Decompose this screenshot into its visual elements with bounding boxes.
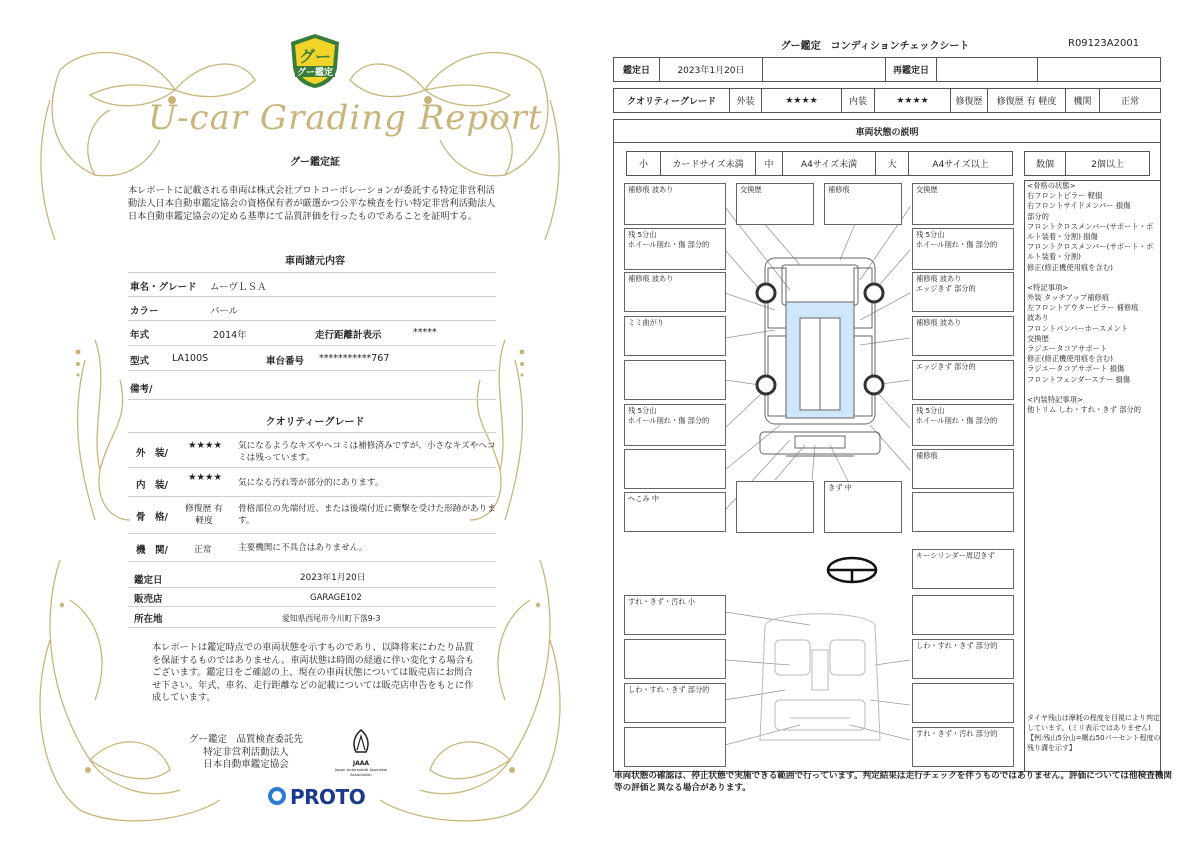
note-line: ラジエータコアサポート bbox=[1027, 344, 1108, 354]
note-line: フロントフェンダーステー 損傷 bbox=[1027, 374, 1131, 384]
condition-check-sheet bbox=[600, 0, 1200, 848]
report-banner-title: U-car Grading Report bbox=[148, 98, 543, 138]
association-block bbox=[176, 734, 316, 772]
size-medium-desc: A4サイズ未満 bbox=[782, 151, 876, 176]
note-line: 右フロントピラー 軽損 bbox=[1027, 191, 1103, 201]
annotation-box: エッジきず 部分的 bbox=[912, 360, 1014, 400]
divider bbox=[128, 296, 496, 297]
note-line: <骨格の状態> bbox=[1027, 181, 1076, 190]
annotation-box: しわ・すれ・きず 部分的 bbox=[912, 639, 1014, 679]
svg-text:グー鑑定: グー鑑定 bbox=[296, 68, 334, 78]
reappraisal-label: 再鑑定日 bbox=[885, 57, 937, 82]
exterior-label: 外装 bbox=[729, 88, 762, 113]
size-large-label: 大 bbox=[875, 151, 909, 176]
note-line: 部分的 bbox=[1027, 211, 1049, 221]
car-name-value: ムーヴＬＳＡ bbox=[210, 282, 267, 293]
annotation-box bbox=[736, 481, 814, 533]
annotation-box: 交換歴 bbox=[736, 183, 814, 225]
annotation-box: 補修痕 波あり bbox=[624, 272, 726, 312]
annotation-box: ミミ曲がり bbox=[624, 316, 726, 356]
annotation-box: すれ・きず・汚れ 部分的 bbox=[912, 727, 1014, 767]
divider bbox=[128, 496, 496, 497]
note-line: 修正(修正機使用痕を含む) bbox=[1027, 354, 1113, 364]
divider bbox=[128, 533, 496, 534]
note-line: ルト装着・分割) 損傷 bbox=[1027, 232, 1098, 242]
certificate-disclaimer: 本レポートは鑑定時点での車両状態を示すものであり、以降将来にわたり品質を保証するものではありません。車両状態は時間の経過に伴い変化する場合もございます。鑑定日をご確認の上、現在の車両状態については販売店にお問合せ下さい。年式、車名、走行距離などの記載については販売店申告をもとに作成しています。 bbox=[152, 642, 475, 703]
annotation-box: 補修痕 bbox=[912, 449, 1014, 489]
note-line: 他トリム しわ・すれ・きず 部分的 bbox=[1027, 405, 1142, 415]
note-line: ルト装着・分割) bbox=[1027, 252, 1081, 262]
report-number: R09123A2001 bbox=[1068, 38, 1140, 49]
model-code-label: 型式 bbox=[130, 356, 150, 367]
sheet-title: グー鑑定 コンディションチェックシート bbox=[780, 41, 970, 52]
size-small-label: 小 bbox=[626, 151, 661, 176]
count-value: 2個以上 bbox=[1065, 151, 1150, 176]
year-value: 2014年 bbox=[213, 330, 247, 341]
association-line: 特定非営利活動法人 bbox=[203, 746, 289, 758]
date-value: 2023年1月20日 bbox=[659, 57, 763, 82]
association-line: 日本自動車鑑定協会 bbox=[203, 759, 289, 770]
location-label: 所在地 bbox=[134, 614, 163, 625]
certificate-intro: 本レポートに記載される車両は株式会社プロトコーポレーションが委託する特定非営利活動法人日本自動車鑑定協会の資格保有者が厳選かつ公平な検査を行い特定非営利活動法人日本自動車鑑定協会の定める基準にて品質評価を行ったものであることを証明する。 bbox=[128, 185, 496, 222]
grade-exterior-value: ★★★★ bbox=[188, 440, 223, 451]
date-label: 鑑定日 bbox=[613, 57, 660, 82]
grade-engine-value: 正常 bbox=[194, 545, 212, 555]
note-line bbox=[1027, 273, 1160, 283]
size-small-desc: カードサイズ未満 bbox=[660, 151, 756, 176]
divider bbox=[128, 272, 496, 273]
interior-label: 内装 bbox=[841, 88, 875, 113]
jaaa-subtext: Japan Automobile Appraisal Association bbox=[334, 767, 388, 777]
grade-interior-desc: 気になる汚れ等が部分的にあります。 bbox=[238, 478, 384, 488]
annotation-box: すれ・きず・汚れ 小 bbox=[624, 595, 726, 635]
grade-engine-desc: 主要機関に不具合はありません。 bbox=[238, 543, 368, 553]
grade-engine-label: 機 関/ bbox=[136, 545, 168, 556]
mileage-value: ***** bbox=[413, 327, 437, 338]
divider bbox=[128, 345, 496, 346]
year-label: 年式 bbox=[130, 330, 150, 341]
dealer-label: 販売店 bbox=[134, 594, 163, 605]
certificate-title: グー鑑定証 bbox=[290, 157, 340, 168]
jaaa-logo bbox=[328, 728, 394, 780]
exterior-value: ★★★★ bbox=[761, 88, 842, 113]
proto-logo bbox=[268, 783, 372, 813]
interior-value: ★★★★ bbox=[874, 88, 951, 113]
grade-frame-label: 骨 格/ bbox=[136, 512, 168, 523]
specs-section-title: 車両諸元内容 bbox=[285, 256, 345, 267]
grade-frame-value: 修復歴 有 軽度 bbox=[185, 504, 223, 526]
chassis-number-value: ***********767 bbox=[319, 353, 390, 364]
car-name-label: 車名・グレード bbox=[130, 282, 197, 293]
count-label: 数個 bbox=[1024, 151, 1066, 176]
annotation-box: しわ・すれ・きず 部分的 bbox=[624, 683, 726, 723]
annotation-box: 補修痕 bbox=[824, 183, 902, 225]
condition-section-title: 車両状態の説明 bbox=[613, 119, 1161, 143]
annotation-box: 補修痕 波あり bbox=[624, 183, 726, 225]
note-line: 左フロントアウターピラー 補修痕 bbox=[1027, 303, 1139, 313]
divider bbox=[128, 467, 496, 468]
grade-interior-value: ★★★★ bbox=[188, 472, 223, 483]
color-label: カラー bbox=[130, 306, 159, 317]
repair-history-value: 修復歴 有 軽度 bbox=[987, 88, 1066, 113]
color-value: パール bbox=[210, 306, 239, 317]
divider bbox=[128, 606, 496, 607]
annotation-box: 残 5分山 ホイール削れ・傷 部分的 bbox=[624, 404, 726, 446]
note-line: <内装特記事項> bbox=[1027, 394, 1084, 404]
grade-exterior-desc: 気になるようなキズやヘコミは補修済みですが、小さなキズやヘコミは残っています。 bbox=[238, 441, 496, 463]
note-line: 修正(修正機使用痕を含む) bbox=[1027, 262, 1113, 272]
annotation-box bbox=[624, 639, 726, 679]
note-line bbox=[1027, 385, 1160, 395]
note-line: 外装 タッチアップ補修痕 bbox=[1027, 293, 1110, 303]
annotation-box: 補修痕 波あり bbox=[912, 316, 1014, 356]
note-line: ラジエータコアサポート 損傷 bbox=[1027, 364, 1125, 374]
divider bbox=[128, 587, 496, 588]
annotation-box: 残 5分山 ホイール削れ・傷 部分的 bbox=[912, 404, 1014, 446]
note-line: フロントバンパーホースメント bbox=[1027, 323, 1129, 333]
proto-wordmark: PROTO bbox=[290, 785, 366, 809]
engine-value: 正常 bbox=[1099, 88, 1161, 113]
tire-tread-note: タイヤ残山は摩耗の程度を目視により判定しています。(ミリ表示ではありません)【例:残山5分山=概ね50パーセント程度の残り溝を示す】 bbox=[1027, 714, 1161, 752]
appraisal-date-label: 鑑定日 bbox=[134, 575, 163, 586]
note-line: 右フロントサイドメンバー 損傷 bbox=[1027, 201, 1131, 211]
size-medium-label: 中 bbox=[755, 151, 783, 176]
appraisal-date-value: 2023年1月20日 bbox=[300, 573, 366, 583]
annotation-box bbox=[624, 360, 726, 400]
note-line: フロントクロスメンバー(サポート・ボ bbox=[1027, 242, 1154, 252]
divider bbox=[128, 320, 496, 321]
note-line: フロントクロスメンバー(サポート・ボ bbox=[1027, 221, 1154, 231]
annotation-box: 残 5分山 ホイール削れ・傷 部分的 bbox=[624, 228, 726, 270]
repair-history-label: 修復歴 bbox=[950, 88, 988, 113]
size-large-desc: A4サイズ以上 bbox=[908, 151, 1013, 176]
annotation-box bbox=[624, 449, 726, 489]
jaaa-text: JAAA bbox=[352, 760, 370, 767]
quality-section-title: クオリティーグレード bbox=[265, 417, 365, 428]
divider bbox=[128, 432, 496, 433]
quality-grade-label: クオリティーグレード bbox=[613, 88, 730, 113]
condition-notes bbox=[1027, 181, 1160, 415]
divider bbox=[128, 399, 496, 400]
model-code-value: LA100S bbox=[172, 353, 209, 364]
annotation-box: キーシリンダー周辺きず bbox=[912, 549, 1014, 589]
annotation-box: 補修痕 波あり エッジきず 部分的 bbox=[912, 272, 1014, 312]
grade-frame-desc: 骨格部位の先端付近、または後端付近に衝撃を受けた形跡があります。 bbox=[238, 504, 496, 526]
sheet-footer-note: 車両状態の確認は、停止状態で実施できる範囲で行っています。判定結果は走行チェックを伴うものではありません。評価については他検査機関等の評価と異なる場合があります。 bbox=[614, 771, 1172, 793]
chassis-number-label: 車台番号 bbox=[266, 356, 305, 367]
grade-exterior-label: 外 装/ bbox=[136, 448, 168, 459]
remarks-label: 備考/ bbox=[130, 384, 153, 395]
goo-kantei-logo bbox=[287, 32, 343, 90]
divider bbox=[128, 561, 496, 562]
divider bbox=[128, 370, 496, 371]
annotation-box: きず 中 bbox=[824, 481, 902, 533]
annotation-box bbox=[912, 595, 1014, 635]
svg-text:グー: グー bbox=[298, 47, 332, 66]
note-line: 波あり bbox=[1027, 313, 1049, 323]
note-line: <特記事項> bbox=[1027, 282, 1069, 292]
annotation-box bbox=[912, 683, 1014, 723]
annotation-box bbox=[624, 727, 726, 767]
annotation-box bbox=[912, 492, 1014, 532]
divider bbox=[128, 627, 496, 628]
proto-mark-icon bbox=[268, 787, 286, 805]
annotation-box: 残 5分山 ホイール削れ・傷 部分的 bbox=[912, 228, 1014, 270]
annotation-box: 交換歴 bbox=[912, 183, 1014, 225]
note-line: 交換歴 bbox=[1027, 333, 1049, 343]
mileage-label: 走行距離計表示 bbox=[315, 330, 382, 341]
association-line: グー鑑定 品質検査委託先 bbox=[188, 734, 303, 745]
location-value: 愛知県西尾市今川町下落9-3 bbox=[282, 614, 381, 623]
grade-interior-label: 内 装/ bbox=[136, 480, 168, 491]
dealer-value: GARAGE102 bbox=[310, 593, 362, 603]
jaaa-emblem-icon bbox=[348, 728, 374, 756]
annotation-box: へこみ 中 bbox=[624, 492, 726, 532]
engine-label: 機関 bbox=[1065, 88, 1100, 113]
